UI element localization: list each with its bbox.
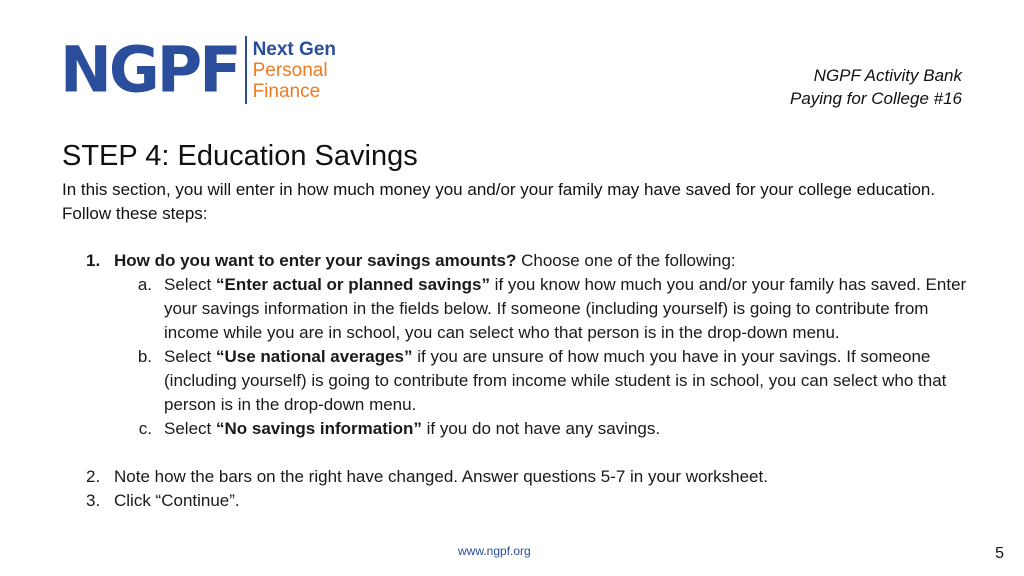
logo-line-1: Next Gen — [252, 38, 336, 60]
activity-subtitle: Paying for College #16 — [789, 89, 962, 108]
sub-pre: Select — [164, 419, 216, 438]
step-item — [62, 465, 972, 489]
step-text: Note how the bars on the right have changed. Answer questions 5-7 in your worksheet. — [114, 467, 768, 486]
logo-text — [253, 39, 336, 102]
steps-list — [62, 249, 972, 513]
sub-text: if you do not have any savings. — [421, 419, 661, 438]
step-number: 2. — [86, 467, 101, 486]
sub-letter: c. — [138, 419, 152, 438]
sub-letter: b. — [137, 347, 152, 366]
logo-divider — [245, 36, 247, 104]
step-number: 1. — [86, 251, 101, 270]
step-question: How do you want to enter your savings amounts? — [114, 251, 517, 270]
footer-link[interactable]: www.ngpf.org — [458, 544, 531, 558]
activity-header — [790, 64, 962, 110]
sub-item — [62, 417, 972, 441]
page-title: STEP 4: Education Savings — [62, 140, 418, 172]
sub-text: if you are unsure of how much you have in your savings. If someone (including yourself) is going to contribute from income while student is in school, you can select who that person is in the drop-down menu. — [164, 347, 947, 414]
sub-option: “No savings information” — [215, 419, 422, 438]
intro-paragraph: In this section, you will enter in how much money you and/or your family may have saved for your college education. Follow these steps: — [62, 180, 936, 223]
sub-pre: Select — [164, 347, 216, 366]
sub-item — [62, 273, 972, 345]
step-item — [62, 489, 972, 513]
step-text: Choose one of the following: — [516, 251, 736, 270]
step-item — [62, 249, 972, 273]
sub-pre: Select — [164, 275, 216, 294]
sub-text: if you know how much you and/or your family has saved. Enter your savings information in the fields below. If someone (including yourself) is going to contribute from income while you are in school, you can select who that person is in the drop-down menu. — [164, 275, 967, 342]
sub-option: “Enter actual or planned savings” — [215, 275, 490, 294]
activity-bank-label: NGPF Activity Bank — [813, 66, 962, 85]
sub-letter: a. — [137, 275, 152, 294]
step-number: 3. — [86, 491, 101, 510]
step-text: Click “Continue”. — [114, 491, 240, 510]
logo-line-2: Personal — [252, 59, 328, 81]
sub-item — [62, 345, 972, 417]
sub-option: “Use national averages” — [215, 347, 413, 366]
logo-line-3: Finance — [252, 80, 321, 102]
logo-mark: NGPF — [60, 32, 239, 107]
page-number: 5 — [995, 545, 1004, 562]
ngpf-logo — [60, 34, 336, 106]
